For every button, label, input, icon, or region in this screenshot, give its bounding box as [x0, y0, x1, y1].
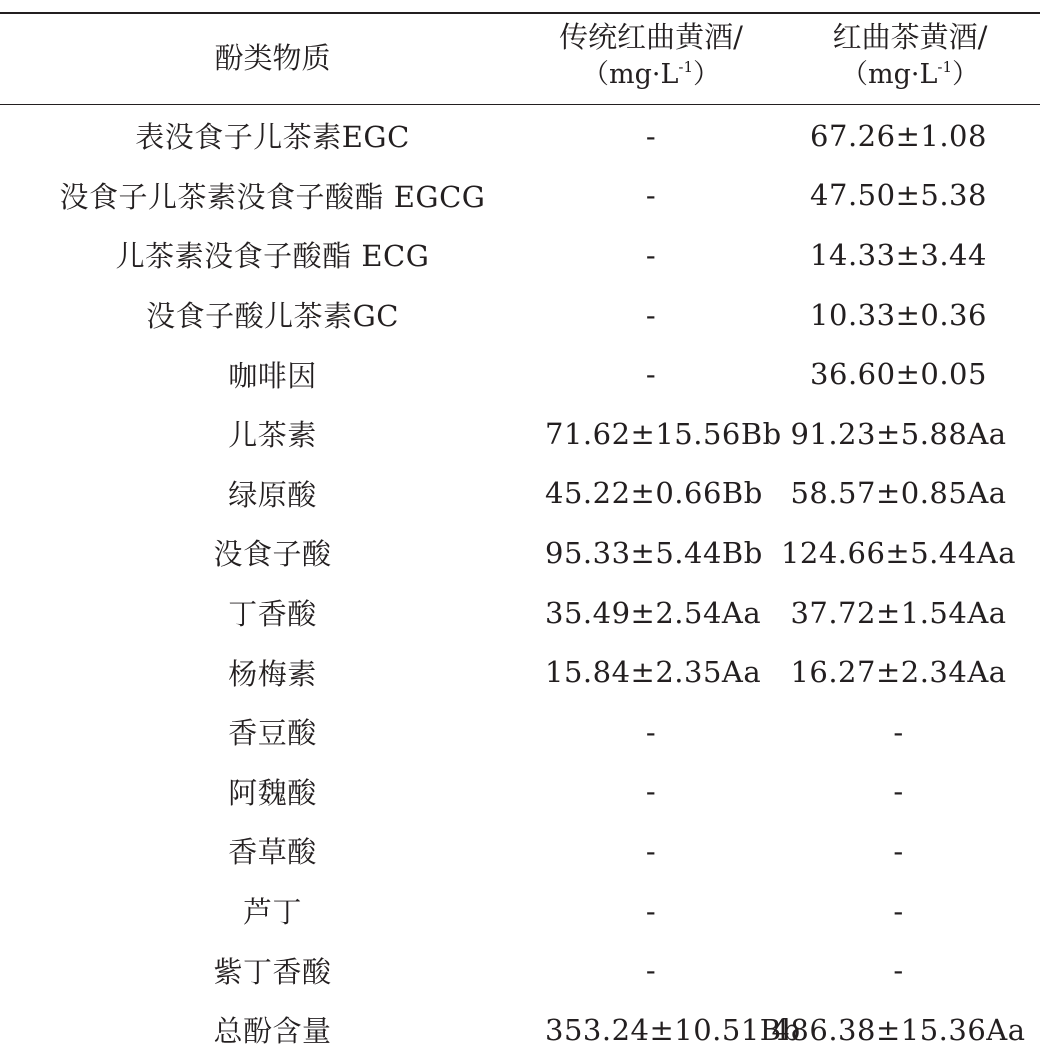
compound-name: 杨梅素	[228, 656, 317, 691]
compound-name: 香豆酸	[228, 716, 317, 751]
table-row	[0, 285, 1040, 345]
header-phenolic-substance	[0, 39, 545, 77]
traditional-value: -	[645, 714, 657, 749]
table-top-rule	[0, 12, 1040, 14]
traditional-value: -	[645, 774, 657, 809]
table-row	[0, 940, 1040, 1000]
header-red-yeast-tea-wine	[790, 18, 1030, 94]
header-col2-unit	[545, 56, 757, 94]
unit-exponent: -1	[937, 58, 953, 76]
traditional-value: 95.33±5.44Bb	[545, 535, 763, 570]
tea-wine-value: 14.33±3.44	[810, 237, 987, 272]
tea-wine-value: -	[893, 714, 904, 749]
tea-wine-value: -	[893, 833, 904, 868]
tea-wine-value: 10.33±0.36	[810, 297, 987, 332]
traditional-value: -	[645, 118, 657, 153]
table-row	[0, 821, 1040, 881]
compound-name: 绿原酸	[228, 477, 317, 512]
compound-name: 没食子儿茶素没食子酸酯 EGCG	[59, 179, 486, 214]
compound-name: 香草酸	[228, 835, 317, 870]
compound-name: 没食子酸	[213, 537, 332, 572]
tea-wine-value: -	[893, 953, 904, 988]
traditional-value: -	[645, 357, 657, 392]
unit-close: ）	[952, 59, 980, 90]
traditional-value: -	[645, 178, 657, 213]
traditional-value: 15.84±2.35Aa	[545, 655, 762, 690]
compound-name: 表没食子儿茶素EGC	[135, 120, 410, 155]
table-row	[0, 702, 1040, 762]
unit-exponent: -1	[678, 58, 694, 76]
traditional-value: 45.22±0.66Bb	[545, 476, 763, 511]
table-row	[0, 642, 1040, 702]
compound-name: 儿茶素	[228, 418, 317, 453]
tea-wine-value: -	[893, 893, 904, 928]
traditional-value: -	[645, 953, 657, 988]
unit-open: （mg·L	[840, 59, 938, 90]
table-row	[0, 881, 1040, 941]
compound-name: 阿魏酸	[228, 775, 317, 810]
tea-wine-value: 486.38±15.36Aa	[771, 1012, 1026, 1047]
traditional-value: -	[645, 833, 657, 868]
table-row	[0, 464, 1040, 524]
table-row	[0, 762, 1040, 822]
header-col1-label: 酚类物质	[214, 41, 331, 75]
tea-wine-value: 91.23±5.88Aa	[790, 416, 1007, 451]
compound-name: 芦丁	[242, 895, 302, 930]
table-body	[0, 106, 1040, 1060]
table-row	[0, 166, 1040, 226]
traditional-value: -	[645, 893, 657, 928]
table-header-rule	[0, 104, 1040, 105]
traditional-value: 71.62±15.56Bb	[545, 416, 782, 451]
traditional-value: -	[645, 237, 657, 272]
table-row	[0, 225, 1040, 285]
tea-wine-value: 47.50±5.38	[810, 178, 987, 213]
compound-name: 咖啡因	[228, 358, 317, 393]
compound-name: 儿茶素没食子酸酯 ECG	[115, 239, 430, 274]
header-col3-label: 红曲茶黄酒/	[832, 20, 988, 54]
tea-wine-value: 58.57±0.85Aa	[790, 476, 1007, 511]
traditional-value: -	[645, 297, 657, 332]
traditional-value: 353.24±10.51Bb	[545, 1012, 801, 1047]
header-col2-label: 传统红曲黄酒/	[559, 20, 743, 54]
header-traditional-red-yeast-wine	[545, 18, 757, 94]
table-row	[0, 404, 1040, 464]
unit-open: （mg·L	[581, 59, 679, 90]
tea-wine-value: 16.27±2.34Aa	[790, 655, 1007, 690]
compound-name: 丁香酸	[228, 597, 317, 632]
compound-name: 没食子酸儿茶素GC	[146, 299, 399, 334]
tea-wine-value: 36.60±0.05	[810, 357, 987, 392]
table-row	[0, 106, 1040, 166]
table-row	[0, 523, 1040, 583]
traditional-value: 35.49±2.54Aa	[545, 595, 762, 630]
header-col3-unit	[790, 56, 1030, 94]
compound-name: 总酚含量	[213, 1014, 332, 1049]
tea-wine-value: 124.66±5.44Aa	[780, 535, 1017, 570]
table-row	[0, 1000, 1040, 1060]
tea-wine-value: 67.26±1.08	[810, 118, 987, 153]
table-row	[0, 344, 1040, 404]
compound-name: 紫丁香酸	[213, 954, 332, 989]
tea-wine-value: -	[893, 774, 904, 809]
unit-close: ）	[693, 59, 721, 90]
tea-wine-value: 37.72±1.54Aa	[790, 595, 1007, 630]
table-row	[0, 583, 1040, 643]
